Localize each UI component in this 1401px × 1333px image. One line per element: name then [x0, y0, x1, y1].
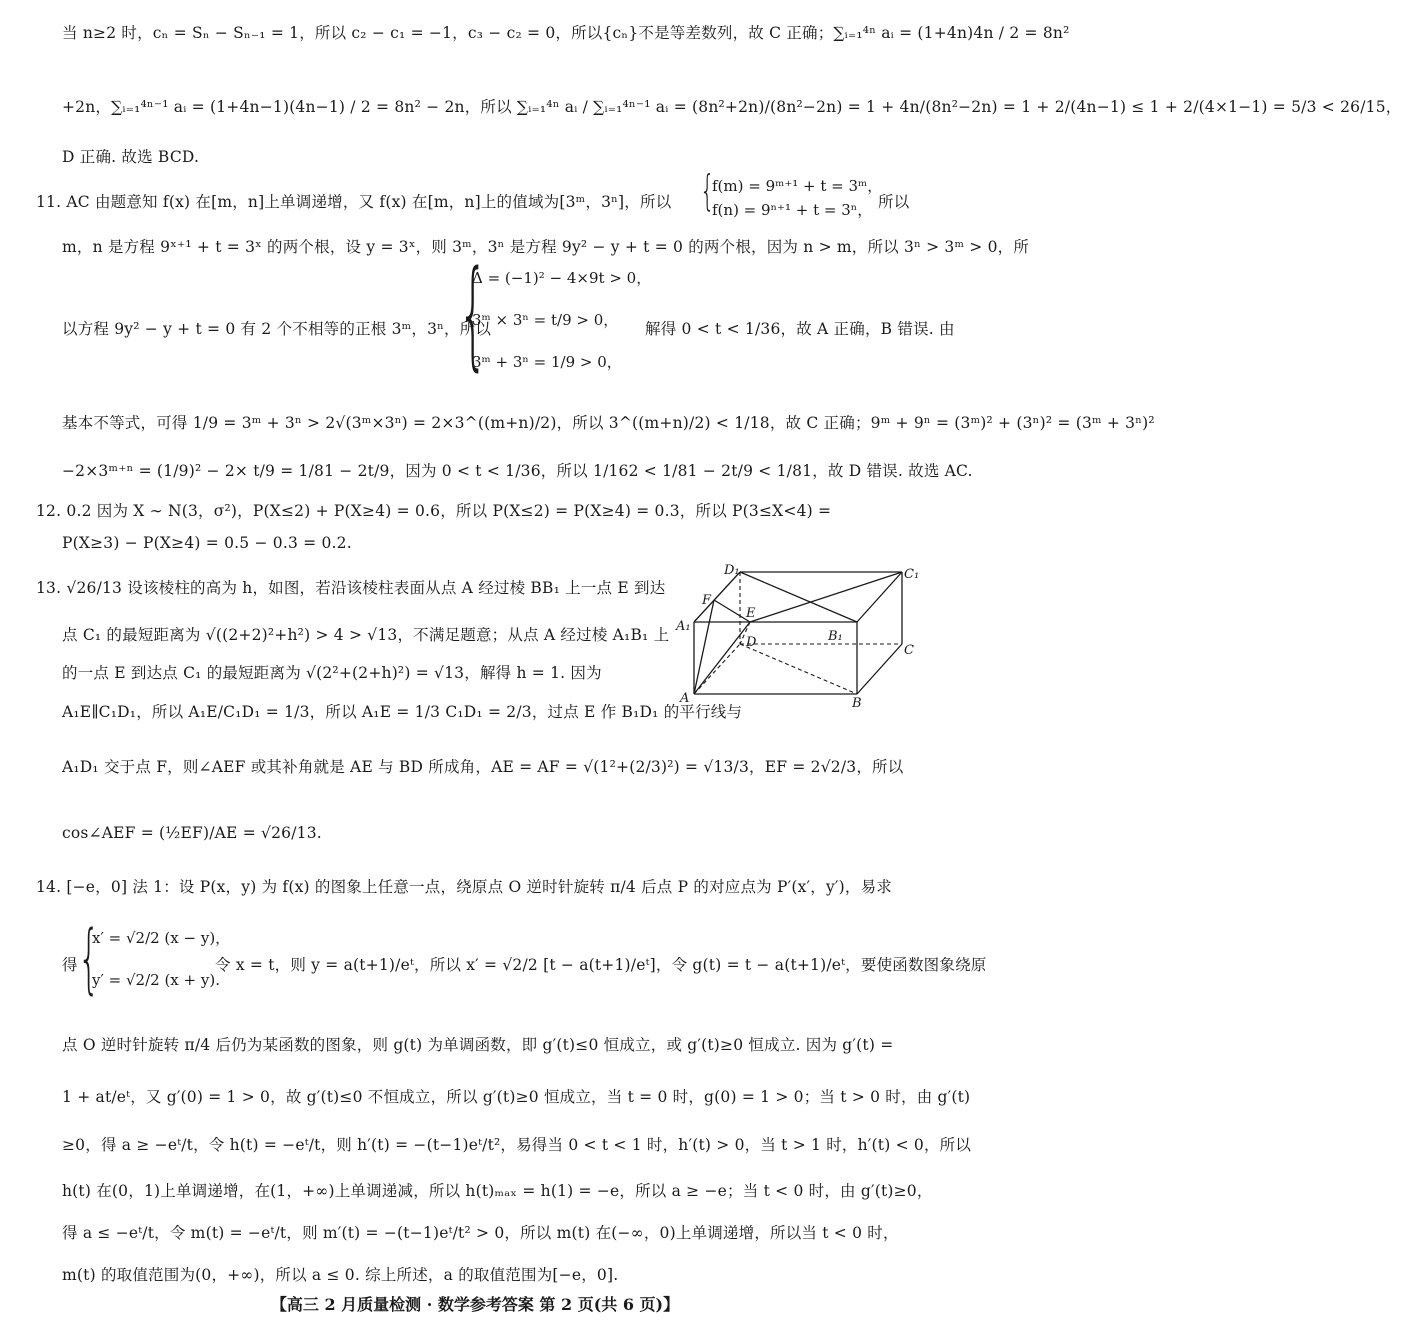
text-line: 1 + at/eᵗ，又 g′(0) = 1 > 0，故 g′(t)≤0 不恒成立，所以 g′(t)≥0 恒成立，当 t = 0 时，g(0) = 1 > 0；当 t > 0 时，由 g′(t): [62, 1088, 971, 1106]
text-line: 令 x = t，则 y = a(t+1)/eᵗ，所以 x′ = √2/2 [t − a(t+1)/eᵗ]，令 g(t) = t − a(t+1)/eᵗ，要使函数图象绕原: [215, 956, 987, 974]
problem-11-start: 11. AC 由题意知 f(x) 在[m，n]上单调递增，又 f(x) 在[m，n]上的值域为[3ᵐ，3ⁿ]，所以: [36, 193, 672, 211]
text-line: 当 n≥2 时，cₙ = Sₙ − Sₙ₋₁ = 1，所以 c₂ − c₁ = −1，c₃ − c₂ = 0，所以{cₙ}不是等差数列，故 C 正确；∑ᵢ₌₁⁴ⁿ aᵢ = (1+4n)4n / 2 = 8n²: [62, 24, 1070, 42]
text-line: h(t) 在(0，1)上单调递增，在(1，+∞)上单调递减，所以 h(t)ₘₐₓ = h(1) = −e，所以 a ≥ −e；当 t < 0 时，由 g′(t)≥0，: [62, 1182, 933, 1200]
text-line: 得: [62, 956, 78, 974]
case-row: 3ᵐ + 3ⁿ = 1/9 > 0，: [472, 353, 622, 371]
case-system: [78, 913, 231, 1002]
page-footer: 【高三 2 月质量检测 · 数学参考答案 第 2 页(共 6 页)】: [270, 1295, 680, 1314]
text-line: 解得 0 < t < 1/36，故 A 正确，B 错误. 由: [645, 320, 955, 338]
text-line: cos∠AEF = (½EF)/AE = √26/13.: [62, 824, 322, 842]
text-line: ≥0，得 a ≥ −eᵗ/t，令 h(t) = −eᵗ/t，则 h′(t) = −(t−1)eᵗ/t²，易得当 0 < t < 1 时，h′(t) > 0，当 t > 1 时，h′(t) < 0，所以: [62, 1136, 972, 1154]
case-system: [700, 166, 883, 220]
case-system: [458, 244, 652, 382]
text-line: 的一点 E 到达点 C₁ 的最短距离为 √(2²+(2+h)²) = √13，解得 h = 1. 因为: [62, 664, 602, 682]
problem-12-start: 12. 0.2 因为 X ∼ N(3，σ²)，P(X≤2) + P(X≥4) = 0.6，所以 P(X≤2) = P(X≥4) = 0.3，所以 P(3≤X<4) =: [36, 502, 832, 520]
case-row: 3ᵐ × 3ⁿ = t/9 > 0，: [472, 311, 619, 329]
case-row: y′ = √2/2 (x + y).: [92, 971, 220, 989]
text-line: 点 C₁ 的最短距离为 √((2+2)²+h²) > 4 > √13，不满足题意；从点 A 经过棱 A₁B₁ 上: [62, 626, 670, 644]
vertex-label: D₁: [724, 563, 740, 578]
text-line: A₁E∥C₁D₁，所以 A₁E/C₁D₁ = 1/3，所以 A₁E = 1/3 C₁D₁ = 2/3，过点 E 作 B₁D₁ 的平行线与: [62, 703, 743, 721]
vertex-label: F: [702, 593, 712, 608]
text-line: 基本不等式，可得 1/9 = 3ᵐ + 3ⁿ > 2√(3ᵐ×3ⁿ) = 2×3^((m+n)/2)，所以 3^((m+n)/2) < 1/18，故 C 正确；9ᵐ + 9ⁿ = (3ᵐ)² + (3ⁿ)² = (3ᵐ + 3ⁿ)²: [62, 414, 1155, 432]
case-row: Δ = (−1)² − 4×9t > 0，: [472, 269, 652, 287]
vertex-label: D: [746, 635, 757, 650]
case-row: x′ = √2/2 (x − y)，: [92, 929, 231, 947]
text-line: −2×3ᵐ⁺ⁿ = (1/9)² − 2× t/9 = 1/81 − 2t/9，因为 0 < t < 1/36，所以 1/162 < 1/81 − 2t/9 < 1/81，故 D 错误. 故选 AC.: [62, 462, 973, 480]
brace: {: [78, 913, 100, 1002]
text-line: 得 a ≤ −eᵗ/t，令 m(t) = −eᵗ/t，则 m′(t) = −(t−1)eᵗ/t² > 0，所以 m(t) 在(−∞，0)上单调递增，所以当 t < 0 时，: [62, 1224, 899, 1242]
vertex-label: B₁: [828, 629, 843, 644]
text-line: m(t) 的取值范围为(0，+∞)，所以 a ≤ 0. 综上所述，a 的取值范围为[−e，0].: [62, 1266, 619, 1284]
vertex-label: E: [746, 606, 756, 621]
text-line: A₁D₁ 交于点 F，则∠AEF 或其补角就是 AE 与 BD 所成角，AE = AF = √(1²+(2/3)²) = √13/3，EF = 2√2/3，所以: [62, 758, 904, 776]
text-line: 点 O 逆时针旋转 π/4 后仍为某函数的图象，则 g(t) 为单调函数，即 g′(t)≤0 恒成立，或 g′(t)≥0 恒成立. 因为 g′(t) =: [62, 1036, 894, 1054]
prism-figure: [672, 562, 922, 712]
vertex-label: C: [904, 643, 914, 658]
text-line: +2n，∑ᵢ₌₁⁴ⁿ⁻¹ aᵢ = (1+4n−1)(4n−1) / 2 = 8n² − 2n，所以 ∑ᵢ₌₁⁴ⁿ aᵢ / ∑ᵢ₌₁⁴ⁿ⁻¹ aᵢ = (8n²+2n)/(8n²−2n) = 1 + 4n/(8n²−2n) = 1 + 2/(4n−1) ≤ 1 + 2/(4×1−1) = 5/3 < 26/15，: [62, 98, 1401, 116]
text-line: 所以: [878, 193, 910, 211]
text-line: 以方程 9y² − y + t = 0 有 2 个不相等的正根 3ᵐ，3ⁿ，所以: [62, 320, 492, 338]
vertex-label: A₁: [676, 619, 691, 634]
problem-13-start: 13. √26/13 设该棱柱的高为 h，如图，若沿该棱柱表面从点 A 经过棱 BB₁ 上一点 E 到达: [36, 579, 666, 597]
problem-14-start: 14. [−e，0] 法 1：设 P(x，y) 为 f(x) 的图象上任意一点，绕原点 O 逆时针旋转 π/4 后点 P 的对应点为 P′(x′，y′)，易求: [36, 878, 892, 896]
case-row: f(n) = 9ⁿ⁺¹ + t = 3ⁿ，: [712, 201, 873, 219]
vertex-label: C₁: [904, 567, 920, 582]
case-row: f(m) = 9ᵐ⁺¹ + t = 3ᵐ，: [712, 177, 883, 195]
text-line: m，n 是方程 9ˣ⁺¹ + t = 3ˣ 的两个根，设 y = 3ˣ，则 3ᵐ，3ⁿ 是方程 9y² − y + t = 0 的两个根，因为 n > m，所以 3ⁿ > 3ᵐ > 0，所: [62, 238, 1030, 256]
vertex-label: B: [852, 696, 862, 711]
brace: {: [458, 244, 489, 382]
brace: {: [700, 166, 715, 215]
text-line: P(X≥3) − P(X≥4) = 0.5 − 0.3 = 0.2.: [62, 534, 352, 552]
vertex-label: A: [680, 691, 690, 706]
text-line: D 正确. 故选 BCD.: [62, 148, 200, 166]
